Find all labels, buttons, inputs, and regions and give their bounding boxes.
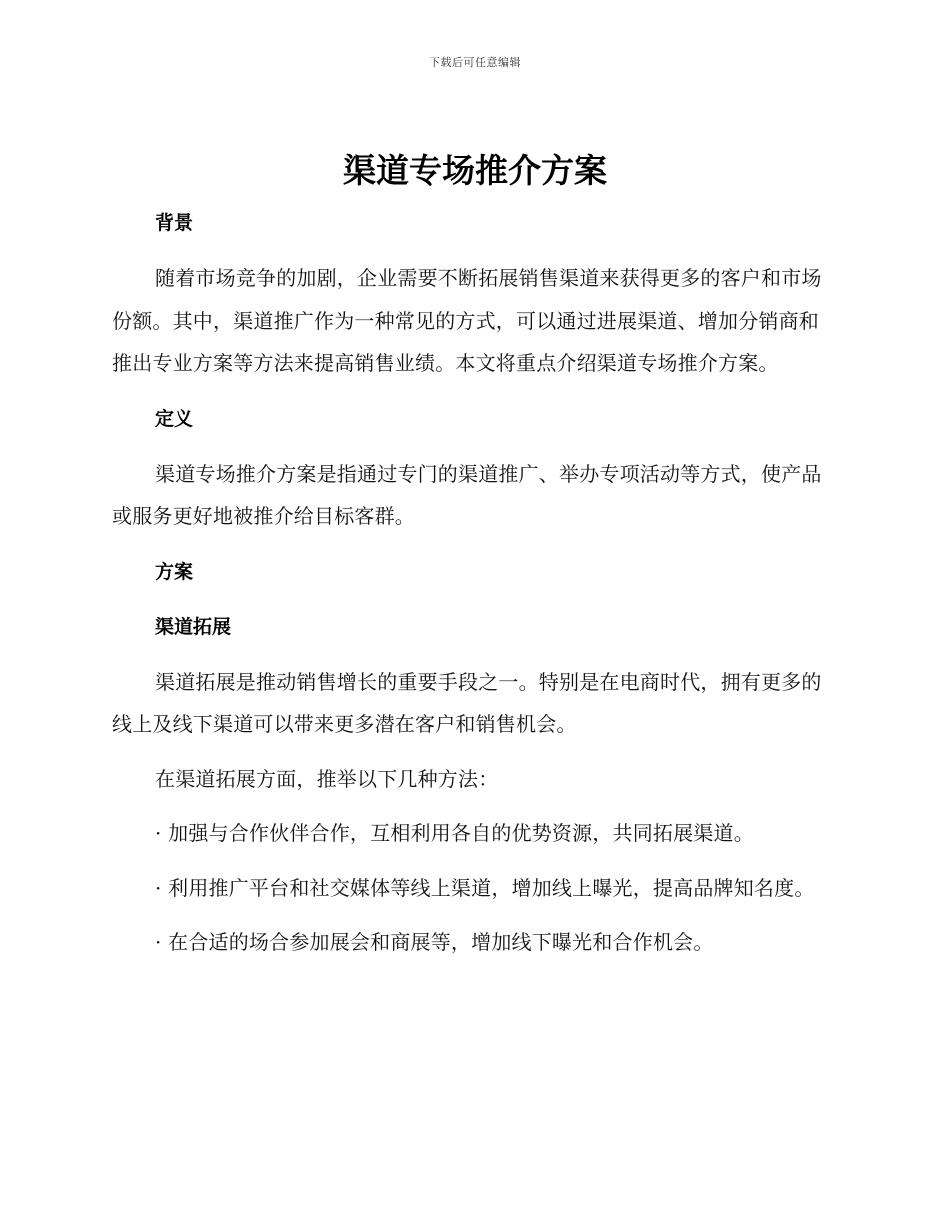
section-heading-definition: 定义 — [155, 407, 194, 430]
definition-paragraph: 渠道专场推介方案是指通过专门的渠道推广、举办专项活动等方式，使产品或服务更好地被推介给目标客群。 — [112, 461, 822, 528]
bullet-item: · 在合适的场合参加展会和商展等，增加线下曝光和合作机会。 — [155, 930, 714, 954]
document-title: 渠道专场推介方案 — [343, 151, 607, 190]
background-paragraph: 随着市场竞争的加剧，企业需要不断拓展销售渠道来获得更多的客户和市场份额。其中，渠道推广作为一种常见的方式，可以通过进展渠道、增加分销商和推出专业方案等方法来提高销售业绩。本文将重点介绍渠道专场推介方案。 — [112, 266, 822, 375]
bullet-item: · 加强与合作伙伴合作，互相利用各自的优势资源，共同拓展渠道。 — [155, 821, 754, 845]
bullet-item: · 利用推广平台和社交媒体等线上渠道，增加线上曝光，提高品牌知名度。 — [155, 875, 815, 900]
section-heading-plan: 方案 — [155, 560, 194, 583]
channel-expansion-paragraph: 渠道拓展是推动销售增长的重要手段之一。特别是在电商时代，拥有更多的线上及线下渠道可以带来更多潜在客户和销售机会。 — [112, 669, 822, 736]
section-heading-background: 背景 — [155, 212, 194, 234]
header-note: 下载后可任意编辑 — [429, 56, 521, 69]
methods-intro: 在渠道拓展方面，推举以下几种方法： — [155, 766, 499, 791]
subsection-heading-channel-expansion: 渠道拓展 — [155, 615, 232, 638]
document-body — [112, 202, 832, 964]
